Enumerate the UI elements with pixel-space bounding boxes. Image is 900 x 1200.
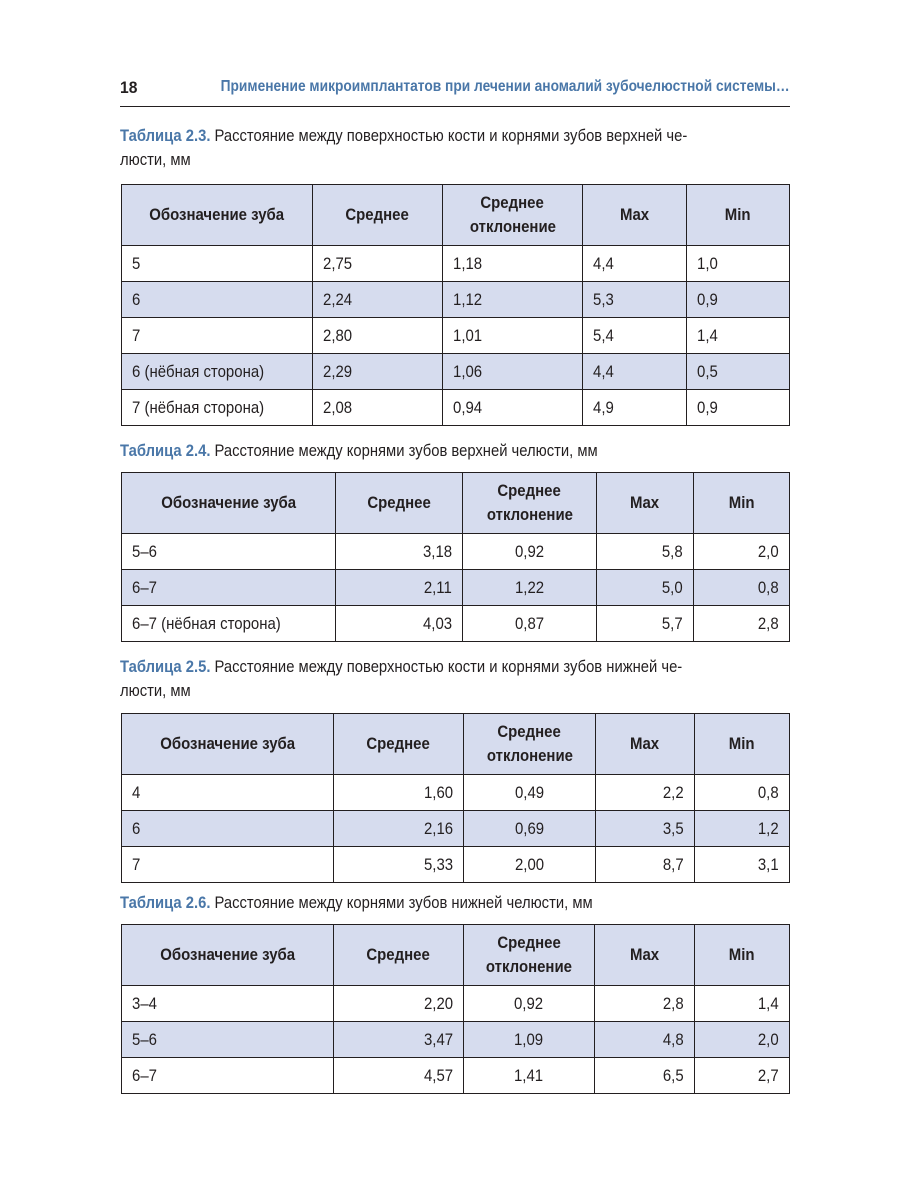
cell-mean: 2,80: [313, 318, 443, 354]
column-header-mean: Среднее: [313, 185, 443, 246]
table-header-row: [122, 185, 790, 246]
column-header-mean: Среднее: [336, 473, 463, 534]
cell-min: 0,9: [687, 282, 790, 318]
table-2-5: [121, 713, 790, 883]
cell-max: 5,7: [597, 606, 694, 642]
cell-tooth: 7: [122, 318, 313, 354]
cell-min: 2,0: [695, 1022, 790, 1058]
cell-max: 5,3: [583, 282, 687, 318]
table-header-row: [122, 714, 790, 775]
table-row: [122, 246, 790, 282]
cell-tooth: 3–4: [122, 986, 334, 1022]
table-row: [122, 1022, 790, 1058]
cell-mean: 5,33: [334, 847, 464, 883]
caption-text-continued: люсти, мм: [120, 681, 191, 700]
cell-mean: 2,20: [334, 986, 464, 1022]
column-header-std-dev: Среднее отклонение: [443, 185, 583, 246]
cell-std-dev: 1,09: [464, 1022, 595, 1058]
cell-std-dev: 1,01: [443, 318, 583, 354]
cell-std-dev: 0,92: [463, 534, 597, 570]
table-header-row: [122, 473, 790, 534]
cell-mean: 3,47: [334, 1022, 464, 1058]
cell-std-dev: 1,18: [443, 246, 583, 282]
cell-std-dev: 0,94: [443, 390, 583, 426]
table-row: [122, 606, 790, 642]
cell-min: 1,2: [695, 811, 790, 847]
table-row: [122, 570, 790, 606]
running-title: Применение микроимплантатов при лечении аномалий зубочелюстной системы…: [220, 78, 790, 95]
cell-max: 2,2: [596, 775, 695, 811]
caption-text-continued: люсти, мм: [120, 150, 191, 169]
cell-std-dev: 0,69: [464, 811, 596, 847]
table-caption-2-6: [120, 891, 790, 915]
cell-tooth: 7 (нёбная сторона): [122, 390, 313, 426]
cell-max: 5,8: [597, 534, 694, 570]
cell-tooth: 6–7: [122, 570, 336, 606]
cell-min: 2,8: [694, 606, 790, 642]
cell-max: 4,8: [595, 1022, 695, 1058]
table-row: [122, 534, 790, 570]
cell-mean: 2,11: [336, 570, 463, 606]
cell-tooth: 6: [122, 282, 313, 318]
column-header-tooth: Обозначение зуба: [122, 925, 334, 986]
column-header-max: Max: [596, 714, 695, 775]
table-caption-2-4: [120, 439, 790, 463]
column-header-min: Min: [695, 714, 790, 775]
cell-max: 4,4: [583, 354, 687, 390]
table-header-row: [122, 925, 790, 986]
column-header-std-dev: Среднее отклонение: [464, 714, 596, 775]
cell-mean: 3,18: [336, 534, 463, 570]
cell-mean: 4,03: [336, 606, 463, 642]
cell-min: 0,8: [694, 570, 790, 606]
cell-tooth: 6 (нёбная сторона): [122, 354, 313, 390]
caption-text: Расстояние между поверхностью кости и корнями зубов нижней че-: [210, 657, 683, 676]
cell-min: 2,0: [694, 534, 790, 570]
column-header-max: Max: [595, 925, 695, 986]
table-label: Таблица 2.5.: [120, 657, 211, 676]
cell-max: 6,5: [595, 1058, 695, 1094]
table-row: [122, 986, 790, 1022]
cell-tooth: 7: [122, 847, 334, 883]
table-row: [122, 354, 790, 390]
column-header-mean: Среднее: [334, 925, 464, 986]
column-header-mean: Среднее: [334, 714, 464, 775]
table-2-3: [121, 184, 790, 426]
cell-min: 1,4: [687, 318, 790, 354]
cell-mean: 1,60: [334, 775, 464, 811]
table-2-6: [121, 924, 790, 1094]
table-row: [122, 811, 790, 847]
cell-max: 3,5: [596, 811, 695, 847]
caption-text: Расстояние между корнями зубов верхней челюсти, мм: [210, 441, 598, 460]
cell-std-dev: 1,22: [463, 570, 597, 606]
table-row: [122, 1058, 790, 1094]
cell-std-dev: 1,41: [464, 1058, 595, 1094]
cell-tooth: 5: [122, 246, 313, 282]
cell-mean: 2,75: [313, 246, 443, 282]
cell-min: 1,4: [695, 986, 790, 1022]
cell-max: 8,7: [596, 847, 695, 883]
column-header-min: Min: [694, 473, 790, 534]
table-label: Таблица 2.3.: [120, 126, 211, 145]
table-row: [122, 390, 790, 426]
cell-min: 0,9: [687, 390, 790, 426]
table-label: Таблица 2.4.: [120, 441, 211, 460]
caption-text: Расстояние между поверхностью кости и корнями зубов верхней че-: [210, 126, 688, 145]
table-row: [122, 282, 790, 318]
table-row: [122, 318, 790, 354]
cell-min: 0,8: [695, 775, 790, 811]
cell-min: 1,0: [687, 246, 790, 282]
column-header-min: Min: [695, 925, 790, 986]
column-header-std-dev: Среднее отклонение: [463, 473, 597, 534]
cell-min: 2,7: [695, 1058, 790, 1094]
cell-std-dev: 2,00: [464, 847, 596, 883]
cell-min: 0,5: [687, 354, 790, 390]
column-header-tooth: Обозначение зуба: [122, 185, 313, 246]
table-label: Таблица 2.6.: [120, 893, 211, 912]
cell-max: 4,9: [583, 390, 687, 426]
column-header-max: Max: [583, 185, 687, 246]
cell-max: 5,0: [597, 570, 694, 606]
table-row: [122, 847, 790, 883]
cell-max: 2,8: [595, 986, 695, 1022]
cell-std-dev: 1,06: [443, 354, 583, 390]
cell-min: 3,1: [695, 847, 790, 883]
cell-mean: 2,16: [334, 811, 464, 847]
table-caption-2-3: [120, 124, 790, 172]
cell-tooth: 5–6: [122, 534, 336, 570]
cell-std-dev: 0,92: [464, 986, 595, 1022]
running-head: [120, 76, 790, 107]
cell-tooth: 4: [122, 775, 334, 811]
caption-text: Расстояние между корнями зубов нижней челюсти, мм: [210, 893, 593, 912]
cell-tooth: 6–7 (нёбная сторона): [122, 606, 336, 642]
cell-tooth: 6–7: [122, 1058, 334, 1094]
cell-std-dev: 1,12: [443, 282, 583, 318]
column-header-max: Max: [597, 473, 694, 534]
page-number: 18: [120, 78, 138, 97]
cell-mean: 2,08: [313, 390, 443, 426]
column-header-tooth: Обозначение зуба: [122, 714, 334, 775]
cell-mean: 2,24: [313, 282, 443, 318]
cell-tooth: 6: [122, 811, 334, 847]
column-header-tooth: Обозначение зуба: [122, 473, 336, 534]
cell-max: 4,4: [583, 246, 687, 282]
cell-std-dev: 0,49: [464, 775, 596, 811]
cell-tooth: 5–6: [122, 1022, 334, 1058]
column-header-min: Min: [687, 185, 790, 246]
cell-max: 5,4: [583, 318, 687, 354]
cell-mean: 4,57: [334, 1058, 464, 1094]
cell-std-dev: 0,87: [463, 606, 597, 642]
column-header-std-dev: Среднее отклонение: [464, 925, 595, 986]
cell-mean: 2,29: [313, 354, 443, 390]
table-row: [122, 775, 790, 811]
table-caption-2-5: [120, 655, 790, 703]
table-2-4: [121, 472, 790, 642]
